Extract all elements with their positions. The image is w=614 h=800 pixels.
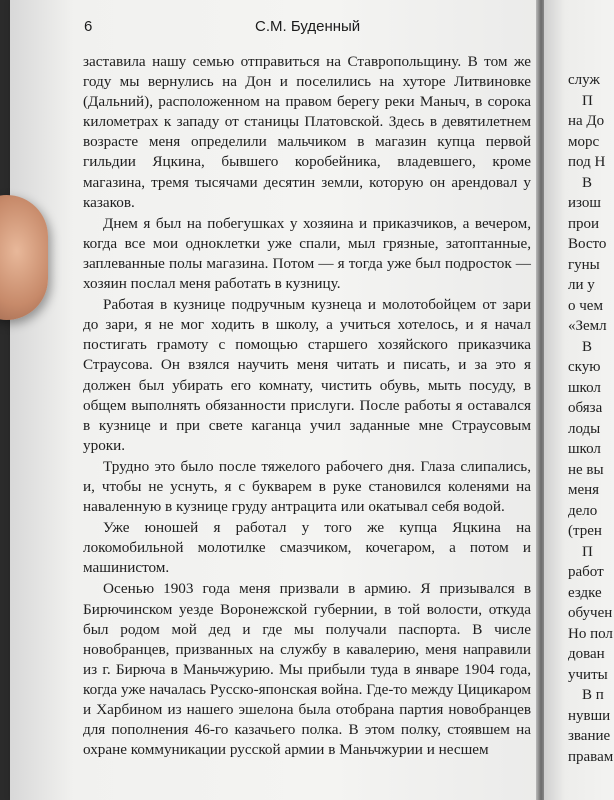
right-page-line: лоды bbox=[568, 420, 601, 437]
paragraph: Трудно это было после тяжелого рабочего дня. Глаза слипались, и, чтобы не уснуть, я с букварем в руке становился коленями на наваленную в кузнице груду антрацита или окатывал себя водой. bbox=[83, 457, 531, 516]
paragraph: Уже юношей я работал у того же купца Яцкина на локомобильной молотилке смазчиком, кочегаром, а потом и машинистом. bbox=[83, 519, 531, 577]
right-page-line: ли у bbox=[568, 277, 595, 293]
right-page-line: о чем bbox=[568, 297, 603, 314]
right-page-line: меня bbox=[568, 482, 600, 498]
paragraph: Работая в кузнице подручным кузнеца и молотобойцем от зари до зари, я не мог ходить в школу, а учиться хотелось, и я начал постигать грамоту с помощью старшего хозяйского приказчика Страусова. Он взялся научить меня читать и писать, и за это я должен был убирать его комнату, чистить обувь, мыть посуду, в общем выполнять обязанности прислуги. После работы я оставался в кузнице и при свете каганца учил заданные мне Страусовым уроки. bbox=[83, 296, 531, 454]
paragraph: Осенью 1903 года меня призвали в армию. Я призывался в Бирючинском уезде Воронежской губернии, в той волости, откуда был родом мой дед и где мы получали паспорта. В числе новобранцев, призванных на службу в кавалерию, меня направили из г. Бирюча в Маньчжурию. Мы прибыли туда в январе 1904 года, когда уже началась Русско-японская война. Где-то между Цицикаром и Харбином из нашего эшелона была отобрана партия новобранцев для пополнения 46-го казачьего полка. В этом полку, стоявшем на охране коммуникации русской армии в Маньчжурии и несшем bbox=[83, 580, 531, 759]
paragraph: заставила нашу семью отправиться на Ставропольщину. В том же году мы вернулись на Дон и поселились на хуторе Литвиновке (Дальний), расположенном на правом берегу реки Маныч, в сорока километрах к западу от станицы Платовской. Здесь в девятилетнем возрасте меня определили мальчиком в магазин купца первой гильдии Яцкина, бывшего коробейника, владевшего, кроме магазина, тремя тысячами десятин земли, которую он арендовал у казаков. bbox=[83, 53, 531, 211]
right-page-line: дело bbox=[568, 502, 598, 519]
body-text bbox=[83, 52, 531, 760]
right-page-line: изош bbox=[568, 195, 601, 211]
finger bbox=[0, 195, 48, 320]
right-page-line: В п bbox=[582, 687, 604, 703]
right-page-line: школ bbox=[568, 379, 601, 396]
right-page-text bbox=[568, 70, 613, 767]
right-page-line: морс bbox=[568, 133, 600, 150]
right-page-line: учиты bbox=[568, 666, 608, 683]
right-page-line: правам bbox=[568, 748, 614, 765]
page-header bbox=[70, 18, 530, 42]
right-page-line: В bbox=[582, 174, 593, 191]
right-page-line: работ bbox=[568, 564, 604, 580]
right-page-line: обяза bbox=[568, 400, 603, 416]
right-page-line: В bbox=[582, 338, 593, 355]
right-page-line: обучен bbox=[568, 605, 613, 621]
paragraph: Днем я был на побегушках у хозяина и приказчиков, а вечером, когда все мои одноклетки уже спали, мыл грязные, затоптанные, заплеванные полы магазина. Потом — я тогда уже был подросток — хозяин послал меня работать в кузницу. bbox=[83, 214, 531, 293]
right-page-line: скую bbox=[568, 359, 601, 375]
right-page-line: звание bbox=[568, 728, 611, 744]
page-number: 6 bbox=[84, 18, 93, 35]
right-page-line: дован bbox=[568, 646, 605, 662]
right-page-line: прои bbox=[568, 215, 600, 232]
right-page-line: нувши bbox=[568, 707, 611, 724]
left-book-page bbox=[10, 0, 540, 800]
right-page-line: Но пол bbox=[568, 625, 613, 642]
right-page-line: П bbox=[582, 543, 593, 560]
right-page-line: служ bbox=[568, 72, 600, 88]
right-page-line: на До bbox=[568, 113, 605, 129]
right-page-line: гуны bbox=[568, 256, 600, 273]
right-page-line: ездке bbox=[568, 584, 602, 601]
right-page-line: (трен bbox=[568, 523, 602, 539]
right-book-page bbox=[544, 0, 614, 800]
right-page-line: «Земл bbox=[568, 318, 607, 334]
right-page-line: школ bbox=[568, 441, 601, 457]
running-head: С.М. Буденный bbox=[255, 18, 361, 35]
right-page-line: Восто bbox=[568, 236, 607, 252]
right-page-line: под Н bbox=[568, 154, 606, 170]
right-page-line: П bbox=[582, 92, 593, 109]
right-page-line: не вы bbox=[568, 461, 604, 478]
